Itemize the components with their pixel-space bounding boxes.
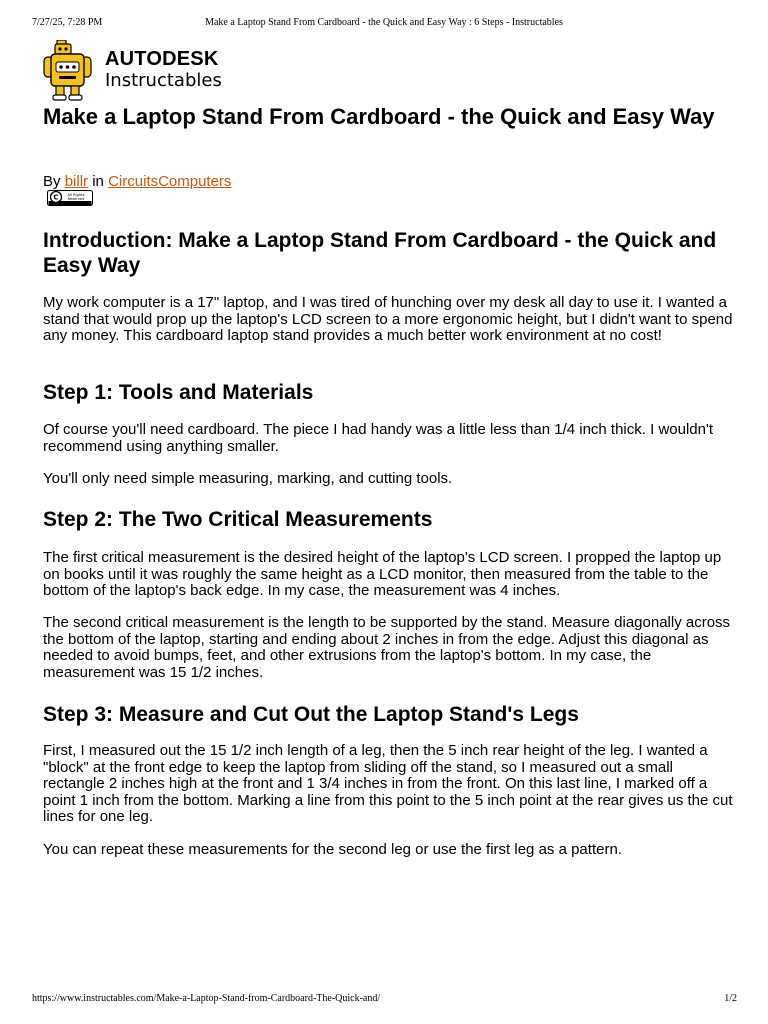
print-footer <box>0 993 768 1007</box>
byline <box>43 173 733 191</box>
site-logo[interactable] <box>42 40 262 102</box>
intro-paragraph: My work computer is a 17" laptop, and I was tired of hunching over my desk all day to use it. I wanted a stand that would prop up the laptop's LCD screen to a more ergonomic height, but I didn't want to spend any money. This cardboard laptop stand provides a much better work environment at no cost! <box>43 294 733 344</box>
robot-mascot-icon <box>42 40 98 102</box>
svg-text:C: C <box>53 193 59 202</box>
step-3-paragraph-2: You can repeat these measurements for the second leg or use the first leg as a pattern. <box>43 841 622 858</box>
brand-autodesk: AUTODESK <box>105 48 219 70</box>
step-2-paragraph-2: The second critical measurement is the length to be supported by the stand. Measure diagonally across the bottom of the laptop, starting and ending about 2 inches in from the edge. Adjust this diagonal as needed to avoid bumps, feet, and other extrusions from the laptop's bottom. In my case, the measurement was 15 1/2 inches. <box>43 614 731 681</box>
print-header <box>0 17 768 31</box>
print-url: https://www.instructables.com/Make-a-Laptop-Stand-from-Cardboard-The-Quick-and/ <box>32 993 381 1004</box>
step-3-heading: Step 3: Measure and Cut Out the Laptop Stand's Legs <box>43 703 579 726</box>
all-rights-reserved-badge-icon <box>47 190 93 206</box>
page-number: 1/2 <box>724 993 737 1004</box>
step-1-paragraph-1: Of course you'll need cardboard. The piece I had handy was a little less than 1/4 inch thick. I wouldn't recommend using anything smaller. <box>43 421 714 455</box>
step-1-paragraph-2: You'll only need simple measuring, marking, and cutting tools. <box>43 470 453 487</box>
svg-text:All Rights: All Rights <box>67 193 85 197</box>
step-2-paragraph-1: The first critical measurement is the desired height of the laptop's LCD screen. I propped the laptop up on books until it was roughly the same height as a LCD monitor, then measured from the table to the bottom of the laptop's back edge. In my case, the measurement was 4 inches. <box>43 549 722 599</box>
step-1-heading: Step 1: Tools and Materials <box>43 381 314 404</box>
category-link[interactable]: CircuitsComputers <box>108 173 232 190</box>
in-label: in <box>92 173 104 190</box>
print-date: 7/27/25, 7:28 PM <box>32 17 103 28</box>
page-title: Make a Laptop Stand From Cardboard - the Quick and Easy Way <box>43 104 715 129</box>
author-link[interactable]: billr <box>64 173 89 190</box>
step-2-heading: Step 2: The Two Critical Measurements <box>43 508 433 531</box>
by-label: By <box>43 173 61 190</box>
step-3-paragraph-1: First, I measured out the 15 1/2 inch length of a leg, then the 5 inch rear height of the leg. I wanted a "block" at the front edge to keep the laptop from sliding off the stand, so I measured out a small rectangle 2 inches high at the front and 1 3/4 inches in from the front. On this last line, I marked off a point 1 inch from the bottom. Marking a line from this point to the 5 inch point at the rear gives us the cut lines for one leg. <box>43 742 733 825</box>
svg-text:Reserved: Reserved <box>67 197 85 201</box>
intro-heading: Introduction: Make a Laptop Stand From Cardboard - the Quick and Easy Way <box>43 229 717 277</box>
print-page-title: Make a Laptop Stand From Cardboard - the Quick and Easy Way : 6 Steps - Instructables <box>205 17 563 28</box>
brand-instructables: Instructables <box>105 70 222 91</box>
